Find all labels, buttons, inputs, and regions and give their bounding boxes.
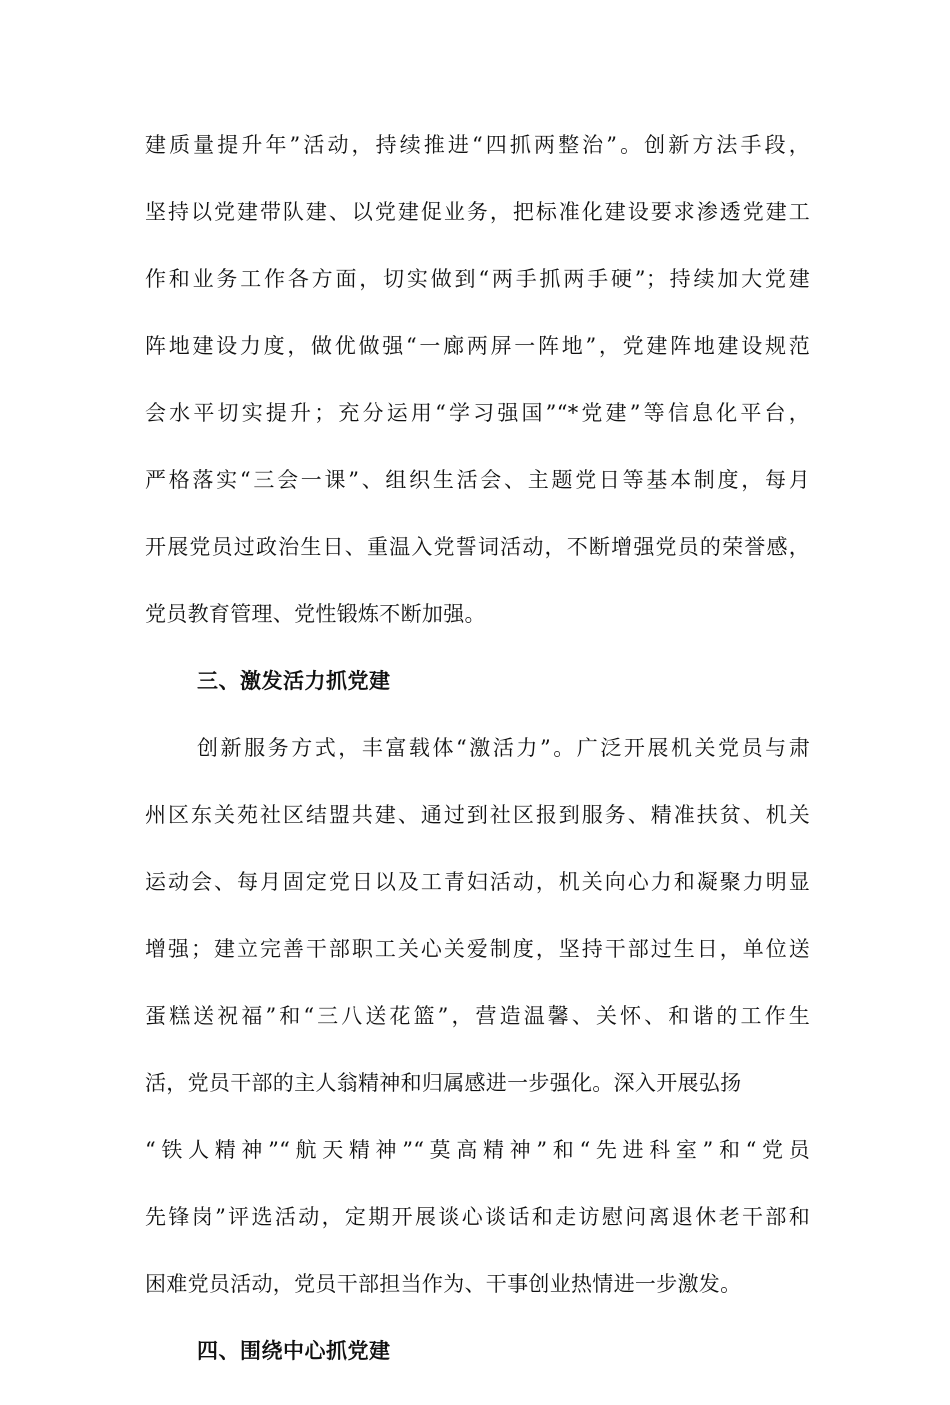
text-line: 会水平切实提升；充分运用“学习强国”“*党建”等信息化平台， — [145, 401, 810, 425]
text-line: 州区东关苑社区结盟共建、通过到社区报到服务、精准扶贫、机关 — [145, 803, 810, 827]
text-line: 党员教育管理、党性锻炼不断加强。 — [145, 602, 486, 626]
text-line: 严格落实“三会一课”、组织生活会、主题党日等基本制度，每月 — [145, 468, 810, 492]
text-line: 困难党员活动，党员干部担当作为、干事创业热情进一步激发。 — [145, 1272, 742, 1296]
section-heading-4: 四、围绕中心抓党建 — [197, 1339, 391, 1363]
text-line: 增强；建立完善干部职工关心关爱制度，坚持干部过生日，单位送 — [145, 937, 810, 961]
text-line: 建质量提升年”活动，持续推进“四抓两整治”。创新方法手段， — [145, 133, 810, 157]
text-line: “铁人精神”“航天精神”“莫高精神”和“先进科室”和“党员 — [145, 1138, 810, 1162]
text-line: 活，党员干部的主人翁精神和归属感进一步强化。深入开展弘扬 — [145, 1071, 742, 1095]
text-line: 作和业务工作各方面，切实做到“两手抓两手硬”；持续加大党建 — [145, 267, 810, 291]
text-line: 开展党员过政治生日、重温入党誓词活动，不断增强党员的荣誉感， — [145, 535, 810, 559]
section-heading-3: 三、激发活力抓党建 — [197, 669, 391, 693]
text-line: 坚持以党建带队建、以党建促业务，把标准化建设要求渗透党建工 — [145, 200, 810, 224]
text-line: 运动会、每月固定党日以及工青妇活动，机关向心力和凝聚力明显 — [145, 870, 810, 894]
paragraph-continued — [145, 132, 810, 627]
text-line: 创新服务方式，丰富载体“激活力”。广泛开展机关党员与肃 — [197, 736, 810, 760]
document-body — [145, 132, 810, 1405]
paragraph-section-3 — [145, 735, 810, 1297]
text-line: 阵地建设力度，做优做强“一廊两屏一阵地”，党建阵地建设规范 — [145, 334, 810, 358]
text-line: 蛋糕送祝福”和“三八送花篮”，营造温馨、关怀、和谐的工作生 — [145, 1004, 810, 1028]
text-line: 先锋岗”评选活动，定期开展谈心谈话和走访慰问离退休老干部和 — [145, 1205, 810, 1229]
